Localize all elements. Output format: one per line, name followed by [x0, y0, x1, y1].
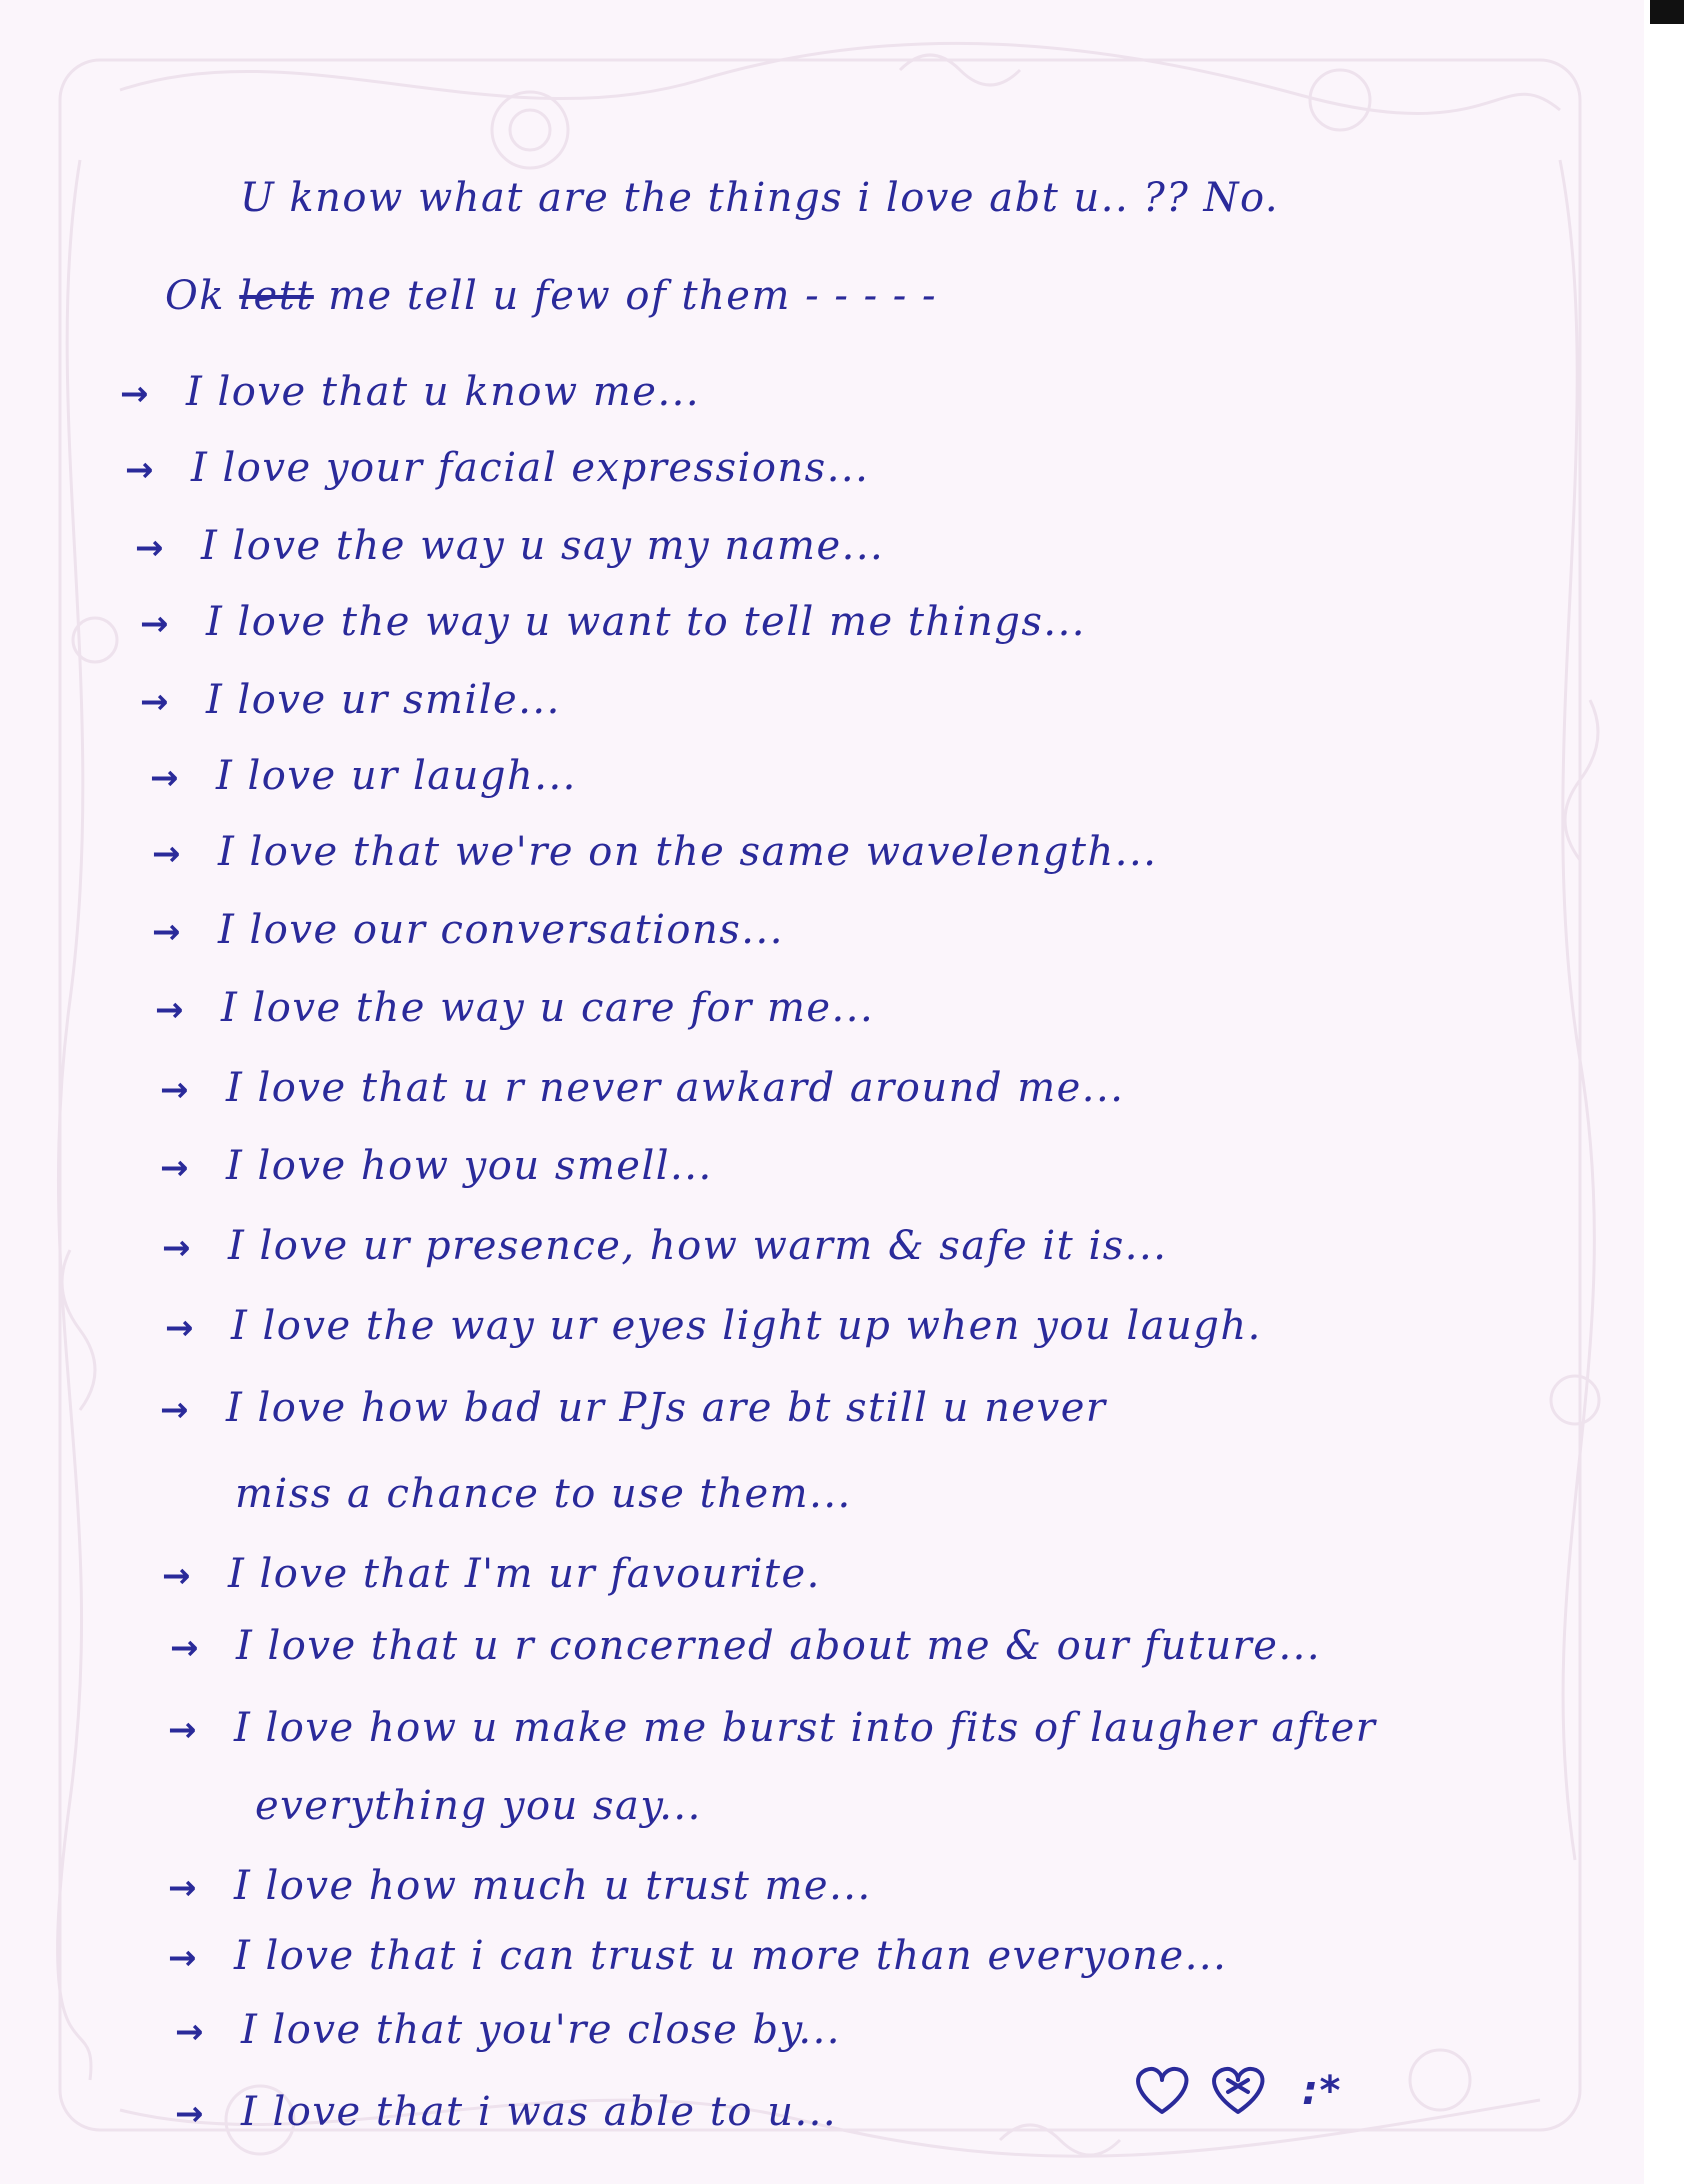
list-item: [152, 828, 1157, 878]
heart-icon: [1214, 2069, 1262, 2112]
arrow-icon: →: [170, 1628, 200, 1668]
arrow-icon: →: [168, 1710, 198, 1750]
closing-doodles: [1130, 2058, 1370, 2122]
intro-rest: me tell u few of them - - - - -: [328, 273, 938, 319]
arrow-icon: →: [120, 374, 150, 414]
list-item-text: I love that we're on the same wavelength...: [218, 829, 1158, 875]
list-item: [160, 1064, 1124, 1114]
arrow-icon: →: [175, 2012, 205, 2052]
list-item-text: I love ur laugh...: [216, 753, 577, 799]
arrow-icon: →: [162, 1228, 192, 1268]
heart-icon: [1138, 2069, 1186, 2112]
list-item-text: I love how much u trust me...: [234, 1863, 872, 1909]
list-item-text: I love that u r never awkard around me...: [226, 1065, 1125, 1111]
list-item: [165, 1302, 1262, 1352]
list-item-text: I love that you're close by...: [241, 2007, 842, 2053]
list-item: [155, 984, 874, 1034]
arrow-icon: →: [150, 758, 180, 798]
opening-text: U know what are the things i love abt u.. ?? No.: [240, 175, 1280, 221]
arrow-icon: →: [155, 990, 185, 1030]
list-item: [150, 752, 577, 802]
list-item: [140, 598, 1086, 648]
list-item: [160, 1384, 1106, 1434]
list-item-text: I love ur smile...: [206, 677, 561, 723]
intro-crossed-out-word: lett: [239, 273, 314, 319]
list-item: [168, 1704, 1376, 1754]
list-item-text: I love how bad ur PJs are bt still u never: [226, 1385, 1107, 1431]
arrow-icon: →: [135, 528, 165, 568]
arrow-icon: →: [140, 604, 170, 644]
list-item: [140, 676, 561, 726]
list-item: [175, 2006, 841, 2056]
list-item-text: I love that i was able to u...: [241, 2089, 838, 2135]
list-item-text: I love that I'm ur favourite.: [228, 1551, 821, 1597]
arrow-icon: →: [162, 1556, 192, 1596]
list-item-text: I love your facial expressions...: [191, 445, 870, 491]
list-item-text: I love that u r concerned about me & our future...: [236, 1623, 1322, 1669]
list-item-text: I love the way u want to tell me things...: [206, 599, 1087, 645]
list-item-text: I love that u know me...: [186, 369, 701, 415]
list-item-text: I love the way ur eyes light up when you laugh.: [231, 1303, 1262, 1349]
arrow-icon: →: [140, 682, 170, 722]
scan-edge: [1644, 0, 1684, 2184]
list-item-continuation: [255, 1782, 702, 1830]
arrow-icon: →: [125, 450, 155, 490]
list-item-continuation: [235, 1470, 852, 1518]
intro-start: Ok: [165, 273, 226, 319]
list-item: [162, 1222, 1167, 1272]
list-item: [160, 1142, 713, 1192]
arrow-icon: →: [152, 834, 182, 874]
arrow-icon: →: [160, 1148, 190, 1188]
arrow-icon: →: [168, 1938, 198, 1978]
list-item-text: I love our conversations...: [218, 907, 784, 953]
list-item: [170, 1622, 1321, 1672]
list-item: [168, 1862, 872, 1912]
list-item-text: I love the way u say my name...: [201, 523, 885, 569]
list-item: [152, 906, 784, 956]
list-item: [162, 1550, 821, 1600]
arrow-icon: →: [165, 1308, 195, 1348]
arrow-icon: →: [160, 1390, 190, 1430]
intro-line: [165, 272, 937, 320]
list-item-text: I love how u make me burst into fits of laugher after: [234, 1705, 1377, 1751]
list-item: [175, 2088, 837, 2138]
arrow-icon: →: [175, 2094, 205, 2134]
arrow-icon: →: [168, 1868, 198, 1908]
arrow-icon: →: [160, 1070, 190, 1110]
scan-corner-mark: [1650, 0, 1684, 24]
opening-line: [240, 174, 1279, 222]
list-item-text: I love ur presence, how warm & safe it is...: [228, 1223, 1168, 1269]
kiss-emoticon: :*: [1302, 2068, 1342, 2114]
list-item: [120, 368, 700, 418]
list-item: [168, 1932, 1227, 1982]
list-item: [135, 522, 884, 572]
continuation-text: miss a chance to use them...: [235, 1471, 852, 1517]
continuation-text: everything you say...: [255, 1783, 702, 1829]
list-item-text: I love how you smell...: [226, 1143, 713, 1189]
list-item-text: I love the way u care for me...: [221, 985, 875, 1031]
arrow-icon: →: [152, 912, 182, 952]
list-item: [125, 444, 869, 494]
list-item-text: I love that i can trust u more than everyone...: [234, 1933, 1228, 1979]
